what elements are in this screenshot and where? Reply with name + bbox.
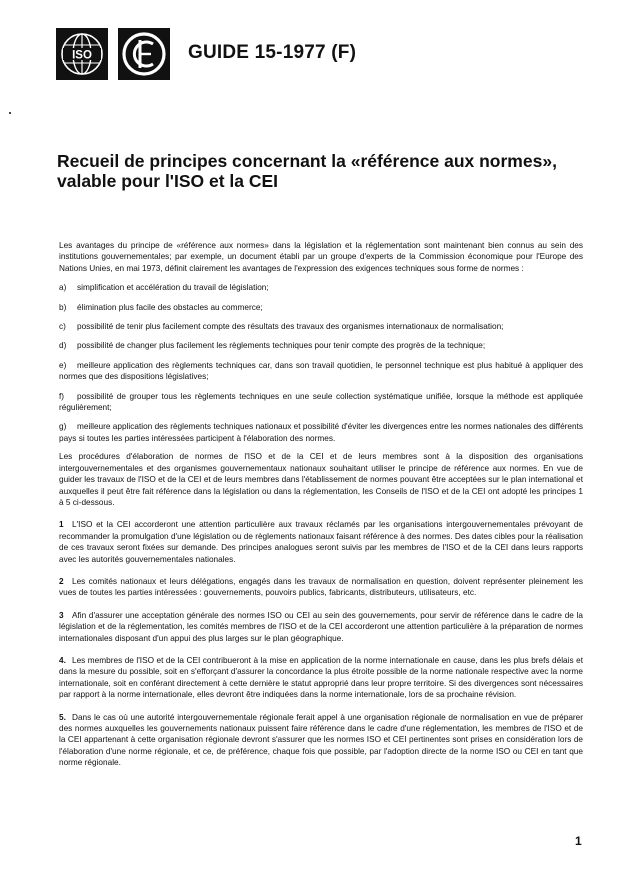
list-item	[59, 360, 583, 383]
list-item	[59, 421, 583, 444]
list-item-label: b)	[59, 302, 67, 312]
list-item-label: f)	[59, 391, 65, 401]
list-item-text: possibilité de grouper tous les règlements techniques en une seule collection systématique unifiée, lorsque la méthode est appliquée régulièrement;	[59, 391, 583, 413]
page-number: 1	[575, 834, 582, 848]
guide-title: GUIDE 15-1977 (F)	[188, 42, 357, 63]
list-item-text: élimination plus facile des obstacles au commerce;	[77, 302, 263, 312]
principle-text: Les comités nationaux et leurs délégations, engagés dans les travaux de normalisation en question, doivent représenter pleinement les vues de toutes les parties intéressées : gouvernements, pouvoirs publics, fabricants, distributeurs, utilisateurs, etc.	[59, 576, 583, 598]
intro-paragraph: Les avantages du principe de «référence aux normes» dans la législation et la réglementation sont maintenant bien connus au sein des institutions gouvernementales; par exemple, un document établi par un groupe d'experts de la Commission économique pour l'Europe des Nations Unies, en mai 1973, définit clairement les avantages de l'expression des exigences techniques sous forme de normes :	[59, 241, 583, 273]
principle-5	[59, 712, 583, 769]
list-item-label: g)	[59, 422, 67, 432]
list-item-text: meilleure application des règlements techniques car, dans son travail quotidien, le personnel technique est plus habitué à appliquer des normes que des dispositions législatives;	[59, 360, 583, 382]
principle-text: Les membres de l'ISO et de la CEI contribueront à la mise en application de la norme internationale en cause, dans les plus brefs délais et dans la mesure du possible, soit en s'efforçant d'assurer la concordance la plus étroite possible de la norme nationale respective avec la norme internationale, soit en conférant directement à cette dernière le statut approprié dans leur propre territoire. Si des divergences sont nécessaires par rapport à la norme internationale, elles devront être indiquées dans la norme internationale, lors de sa prochaine révision.	[59, 655, 583, 700]
principle-2	[59, 576, 583, 599]
principle-number: 4.	[59, 655, 66, 665]
principle-text: Dans le cas où une autorité intergouvernementale régionale ferait appel à une organisation régionale de normalisation en vue de préparer des normes auxquelles les gouvernements nationaux puissent faire référence dans le cadre d'une réglementation, les membres de l'ISO et de la CEI appartenant à cette organisation régionale devront s'assurer que les normes ISO et CEI pertinentes sont prises en considération lors de l'élaboration d'une norme régionale, et ce, de préférence, chaque fois que possible, par l'adoption directe de la norme ISO ou CEI en tant que norme régionale.	[59, 712, 583, 768]
list-item	[59, 282, 583, 293]
advantages-list	[59, 282, 583, 444]
principle-number: 5.	[59, 712, 66, 722]
title-line-2: valable pour l'ISO et la CEI	[57, 171, 279, 191]
principle-number: 1	[59, 520, 64, 530]
list-item-text: possibilité de tenir plus facilement compte des résultats des travaux des organismes internationaux de normalisation;	[77, 322, 504, 332]
list-item-text: possibilité de changer plus facilement les règlements techniques pour tenir compte des progrès de la technique;	[77, 341, 486, 351]
list-item	[59, 340, 583, 351]
list-item	[59, 302, 583, 313]
cei-logo	[118, 28, 170, 80]
title-line-1: Recueil de principes concernant la «référence aux normes»,	[57, 151, 557, 171]
list-item-label: d)	[59, 341, 67, 351]
cei-logo-text: CEI	[143, 79, 145, 80]
margin-speck	[9, 112, 11, 114]
principle-4	[59, 655, 583, 701]
logos	[56, 28, 180, 80]
principle-number: 3	[59, 610, 64, 620]
document-title	[57, 151, 597, 191]
principle-text: L'ISO et la CEI accorderont une attention particulière aux travaux réclamés par les organisations intergouvernementales prévoyant de recommander la promulgation d'une législation ou de règlements nationaux faisant référence à des normes. Des dates cibles pour la réalisation de ces travaux seront fixées sur demande. Des principes analogues seront suivis par les membres de l'ISO et de la CEI dans leurs rapports avec les autorités gouvernementales nationales.	[59, 520, 583, 564]
principle-text: Afin d'assurer une acceptation générale des normes ISO ou CEI au sein des gouvernements, pour servir de référence dans le cadre de la législation et de la réglementation, les comités membres de l'ISO et de la CEI accorderont une attention particulière à la préparation de normes internationales disposant d'un appui des plus larges sur le plan géographique.	[59, 610, 583, 643]
principle-number: 2	[59, 576, 64, 586]
iso-logo	[56, 28, 108, 80]
list-item-text: simplification et accélération du travail de législation;	[77, 283, 269, 293]
list-item-label: c)	[59, 322, 66, 332]
document-body	[59, 240, 583, 780]
procedures-paragraph: Les procédures d'élaboration de normes de l'ISO et de la CEI et de leurs membres sont à la disposition des organisations intergouvernementales et des organismes gouvernementaux nationaux souhaitant utiliser le principe de référence aux normes. En vue de guider les travaux de l'ISO et de la CEI et de leurs membres dans l'établissement de normes pouvant être acceptées sur le plan international et auxquelles il peut être fait référence dans la législation ou dans la réglementation, les Conseils de l'ISO et de la CEI ont adopté les principes 1 à 5 ci-dessous.	[59, 452, 583, 507]
principle-1	[59, 519, 583, 565]
list-item-label: e)	[59, 360, 67, 370]
list-item	[59, 391, 583, 414]
list-item	[59, 321, 583, 332]
iso-logo-text: ISO	[72, 49, 92, 62]
principle-3	[59, 610, 583, 644]
list-item-label: a)	[59, 283, 67, 293]
list-item-text: meilleure application des règlements techniques nationaux et possibilité d'éviter les divergences entre les normes nationales des différents pays si toutes les parties intéressées participent à l'élaboration des normes.	[59, 422, 583, 443]
